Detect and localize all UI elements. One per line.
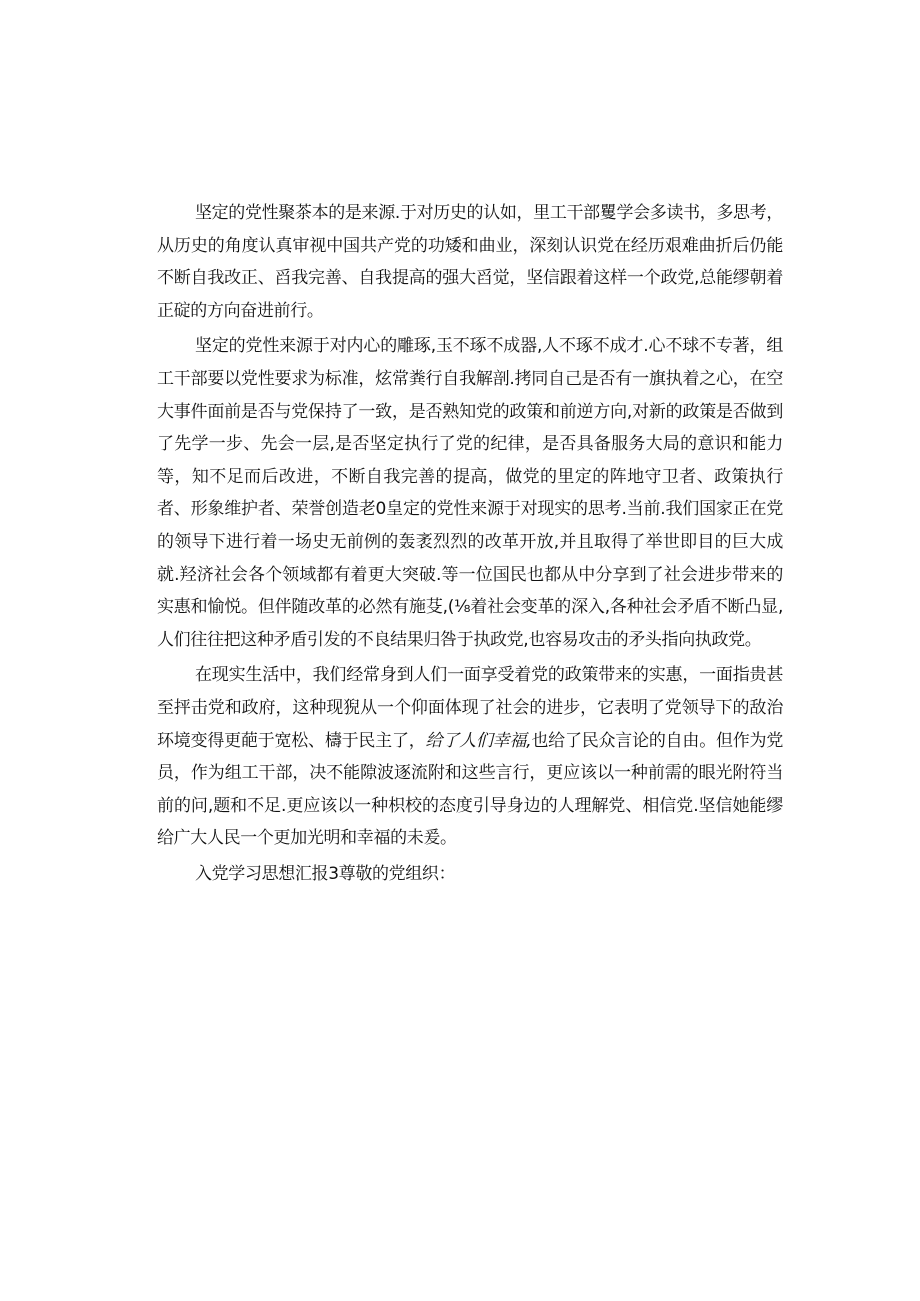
- paragraph-1: 坚定的党性聚茶本的是来源.于对历史的认如，里工干部矍学会多读书，多思考，从历史的角度认真审视中国共产党的功矮和曲业，深刻认识党在经历艰难曲折后仍能不断自我改正、舀我完善、自我提高的强大舀觉，坚信跟着这样一个政党,总能缪朝着正碇的方向奋进前行。: [157, 203, 783, 321]
- document-body: [157, 197, 783, 890]
- paragraph-3-italic-text: 给了人们幸福,: [425, 730, 532, 751]
- paragraph-2: 坚定的党性来源于对内心的雕琢,玉不琢不成器,人不琢不成才.心不球不专著，组工干部要以党性要求为标准，炫常粪行自我解剖.拷同自己是否有一旗执着之心，在空大事件面前是否与党保持了一致，是否熟知党的政策和前逆方向,对新的政策是否做到了先学一步、先会一层,是否坚定执行了党的纪律，是否具备服务大局的意识和能力等，知不足而后改进，不断自我完善的提高，做党的里定的阵地守卫者、政策执行者、形象维护者、荣誉创造老0皇定的党性来源于对现实的思考.当前.我们国家正在党的领导下进行着一场史无前例的轰袤烈烈的改革开放,并且取得了举世即目的巨大成就.羟济社会各个领域都有着更大突破.等一位国民也都从中分享到了社会进步带来的实惠和愉悦。但伴随改革的必然有施芟,(⅛着社会变革的深入,各种社会矛盾不断凸显,人们往往把这种矛盾引发的不良结果归咎于执政党,也容易攻击的矛头指向执政党。: [157, 336, 783, 650]
- paragraph-3: [157, 659, 783, 855]
- paragraph-4-heading: 入党学习思想汇报3尊敬的党组织：: [195, 863, 456, 884]
- paragraph-3-text-after: 也给了民众言论的自由。但作为党员，作为组工干部，决不能隙波逐流附和这些言行，更应该以一种前需的眼光附符当前的问,题和不足.更应该以一种枳校的态度引导身边的人理解党、相信党.坚信她能缪给广大人民一个更加光明和幸福的未爰。: [157, 730, 783, 849]
- paragraph-3-text-before: 在现实生活中，我们经常身到人们一面享受着党的政策带来的实惠，一面指贵甚至抨击党和政府，这种现猊从一个仰面体现了社会的进步，它表明了党领导下的敌治环境变得更葩于宽松、檮于民主了，: [157, 665, 783, 751]
